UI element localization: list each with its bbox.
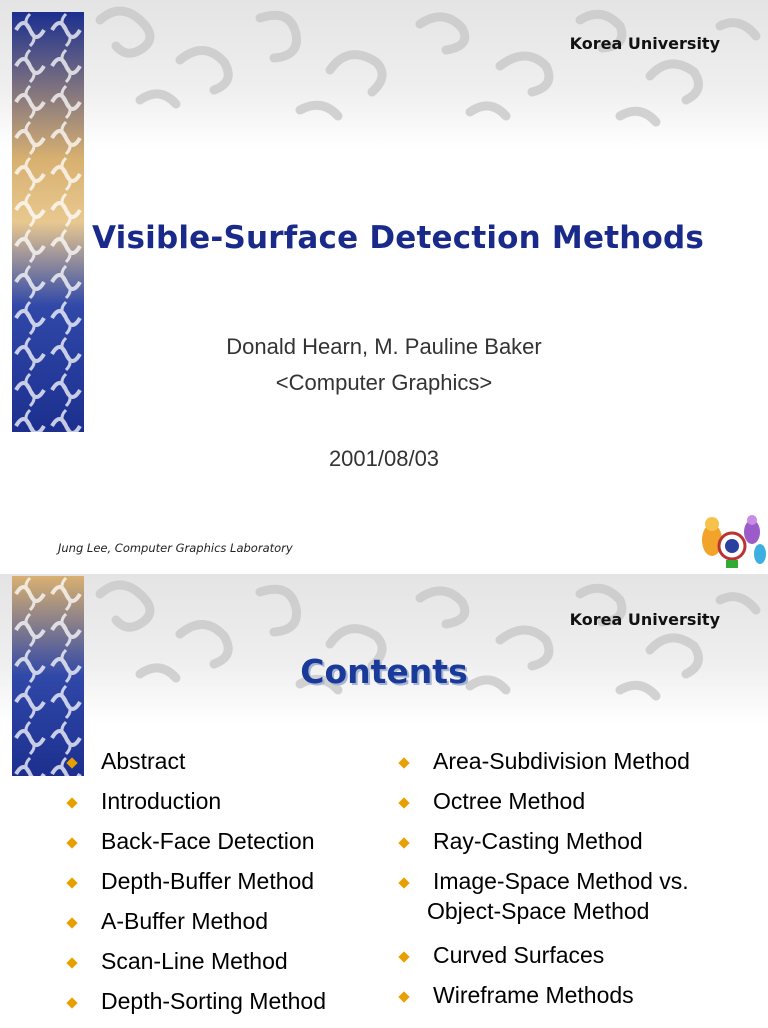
diamond-bullet-icon — [398, 991, 409, 1002]
diamond-bullet-icon — [66, 797, 77, 808]
diamond-bullet-icon — [398, 797, 409, 808]
diamond-bullet-icon — [66, 917, 77, 928]
university-name: Korea University — [569, 610, 720, 629]
diamond-bullet-icon — [398, 877, 409, 888]
presentation-date: 2001/08/03 — [328, 446, 440, 471]
diamond-bullet-icon — [398, 837, 409, 848]
diamond-bullet-icon — [66, 837, 77, 848]
diamond-bullet-icon — [66, 997, 77, 1008]
slide-title: Visible-Surface Detection Methods — [92, 220, 705, 256]
slide-title: Contents — [300, 652, 468, 691]
contents-slide: Korea University Contents Abstract Introduction Back-Face Detection Depth-Buffer Method A-Buffer Method Scan-Line Method Depth-Sorting Method Area-Subdivision Method Octree Method Ray-Casting Method Image-Space Method vs. Object-Space Method Curved Surfaces Wireframe Methods — [0, 574, 768, 1024]
ornamental-ribbon — [12, 12, 84, 432]
author-credit: Jung Lee, Computer Graphics Laboratory — [58, 541, 293, 555]
marble-swirl-background — [0, 574, 768, 724]
mascot-logo — [696, 510, 768, 574]
diamond-bullet-icon — [398, 951, 409, 962]
diamond-bullet-icon — [398, 757, 409, 768]
authors: Donald Hearn, M. Pauline Baker — [226, 334, 542, 359]
book-title: <Computer Graphics> — [275, 370, 493, 395]
university-name: Korea University — [569, 34, 720, 53]
marble-swirl-background — [0, 0, 768, 150]
diamond-bullet-icon — [66, 877, 77, 888]
diamond-bullet-icon — [66, 957, 77, 968]
